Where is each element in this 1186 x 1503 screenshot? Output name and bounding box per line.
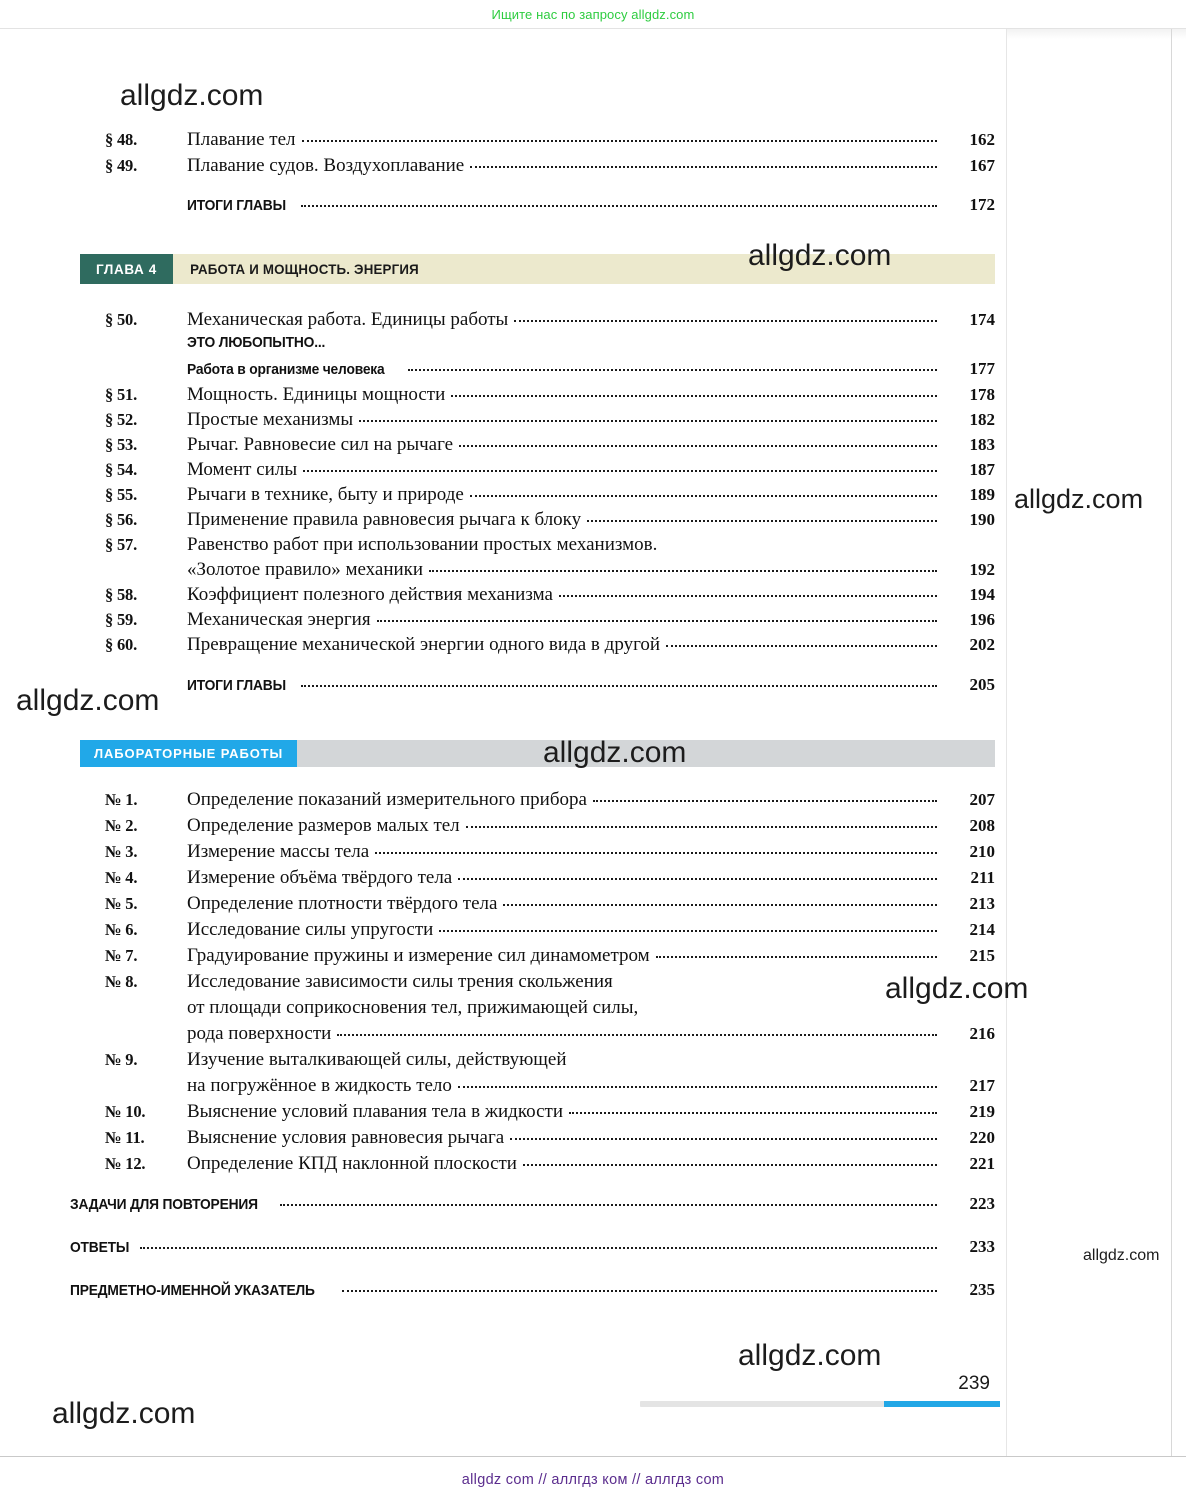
watermark: allgdz.com	[738, 1339, 882, 1372]
toc-row[interactable]	[70, 1280, 995, 1323]
toc-row-number: № 11.	[105, 1128, 145, 1147]
toc-dot-leader	[280, 1204, 937, 1206]
toc-row-title: ПРЕДМЕТНО-ИМЕННОЙ УКАЗАТЕЛЬ	[70, 1282, 315, 1299]
toc-row[interactable]	[105, 584, 995, 609]
chapter-tag: ГЛАВА 4	[80, 254, 173, 284]
toc-dot-leader	[408, 369, 937, 371]
watermark: allgdz.com	[748, 239, 892, 272]
toc-row-page-number: 177	[969, 359, 995, 378]
toc-row-page-number: 217	[969, 1076, 995, 1095]
toc-row-title: Определение показаний измерительного прибора	[187, 789, 587, 810]
toc-dot-leader	[439, 930, 937, 932]
toc-row-page-number: 174	[969, 310, 995, 329]
toc-row[interactable]	[105, 534, 995, 559]
toc-row-title: Работа в организме человека	[187, 361, 385, 378]
toc-row-title: рода поверхности	[187, 1023, 332, 1044]
toc-row[interactable]	[105, 559, 995, 584]
toc-row-title: Измерение массы тела	[187, 841, 370, 862]
toc-row-page-number: 192	[969, 560, 995, 579]
watermark: allgdz.com	[543, 736, 687, 769]
toc-row-page-number: 220	[969, 1128, 995, 1147]
toc-dot-leader	[375, 852, 937, 854]
toc-row-number: § 49.	[105, 156, 138, 175]
toc-row-page-number: 233	[969, 1237, 995, 1256]
toc-row-number: § 58.	[105, 585, 138, 604]
toc-group-chapter4	[105, 309, 995, 700]
toc-row-number: № 6.	[105, 920, 138, 939]
toc-row-number: № 10.	[105, 1102, 146, 1121]
toc-row-number: № 9.	[105, 1050, 138, 1069]
toc-row-number: § 52.	[105, 410, 138, 429]
toc-row-number: § 53.	[105, 435, 138, 454]
toc-row-page-number: 172	[969, 195, 995, 214]
toc-row-title: Исследование силы упругости	[187, 919, 434, 940]
toc-row-title: Определение КПД наклонной плоскости	[187, 1153, 517, 1174]
document-viewer	[0, 28, 1186, 1457]
toc-row-number: № 4.	[105, 868, 138, 887]
lab-works-banner	[80, 740, 995, 767]
toc-dot-leader	[451, 395, 937, 397]
toc-dot-leader	[470, 495, 937, 497]
toc-row-page-number: 235	[969, 1280, 995, 1299]
toc-row-number: № 5.	[105, 894, 138, 913]
toc-row[interactable]	[105, 919, 995, 945]
toc-row-number: § 56.	[105, 510, 138, 529]
toc-dot-leader	[458, 878, 937, 880]
toc-row-title: Определение плотности твёрдого тела	[187, 893, 498, 914]
watermark: allgdz.com	[120, 79, 264, 112]
toc-dot-leader	[301, 685, 938, 687]
toc-row-title: ЭТО ЛЮБОПЫТНО...	[187, 334, 326, 351]
toc-row-title: ИТОГИ ГЛАВЫ	[187, 677, 286, 694]
toc-row-title: ЗАДАЧИ ДЛЯ ПОВТОРЕНИЯ	[70, 1196, 258, 1213]
toc-row-title: Механическая энергия	[187, 609, 371, 630]
toc-row-number: № 2.	[105, 816, 138, 835]
toc-row[interactable]	[105, 1075, 995, 1101]
toc-row-title: Плавание судов. Воздухоплавание	[187, 155, 465, 176]
toc-row[interactable]	[105, 1153, 995, 1179]
toc-dot-leader	[302, 140, 937, 142]
toc-row[interactable]	[105, 359, 995, 384]
toc-dot-leader	[342, 1290, 937, 1292]
toc-row-page-number: 189	[969, 485, 995, 504]
watermark: allgdz.com	[1083, 1247, 1160, 1264]
progress-bar-fill[interactable]	[884, 1401, 1000, 1407]
toc-row[interactable]	[105, 384, 995, 409]
viewer-right-rule	[1171, 29, 1172, 1457]
watermark: allgdz.com	[885, 972, 1029, 1005]
toc-row-title: Рычаг. Равновесие сил на рычаге	[187, 434, 454, 455]
book-page	[0, 29, 1007, 1457]
chapter-banner	[80, 254, 995, 284]
toc-row-page-number: 194	[969, 585, 995, 604]
toc-row-number: § 59.	[105, 610, 138, 629]
toc-row[interactable]	[105, 484, 995, 509]
toc-row[interactable]	[105, 195, 995, 223]
toc-row-number: § 50.	[105, 310, 138, 329]
lab-works-tag: ЛАБОРАТОРНЫЕ РАБОТЫ	[80, 740, 297, 767]
toc-row-page-number: 190	[969, 510, 995, 529]
toc-row[interactable]	[105, 867, 995, 893]
toc-row[interactable]	[105, 675, 995, 700]
toc-row-page-number: 187	[969, 460, 995, 479]
toc-dot-leader	[510, 1138, 937, 1140]
toc-dot-leader	[656, 956, 937, 958]
toc-dot-leader	[559, 595, 937, 597]
page-indicator: 239	[958, 1373, 990, 1394]
toc-row[interactable]	[105, 971, 995, 997]
toc-row[interactable]	[105, 815, 995, 841]
toc-row-page-number: 162	[969, 130, 995, 149]
toc-row-page-number: 215	[969, 946, 995, 965]
toc-row-page-number: 219	[969, 1102, 995, 1121]
toc-row-page-number: 196	[969, 610, 995, 629]
toc-row-title: Простые механизмы	[187, 409, 354, 430]
toc-row-title: Рычаги в технике, быту и природе	[187, 484, 464, 505]
toc-row-page-number: 210	[969, 842, 995, 861]
toc-row-number: § 48.	[105, 130, 138, 149]
toc-row-page-number: 167	[969, 156, 995, 175]
toc-dot-leader	[459, 445, 937, 447]
toc-row-page-number: 183	[969, 435, 995, 454]
toc-row[interactable]	[105, 409, 995, 434]
toc-row-page-number: 211	[970, 868, 995, 887]
toc-dot-leader	[301, 205, 938, 207]
toc-group-tail	[70, 1194, 995, 1323]
toc-row[interactable]	[105, 1023, 995, 1049]
progress-bar-track[interactable]	[640, 1401, 1000, 1407]
toc-dot-leader	[140, 1247, 937, 1249]
toc-row-title: Механическая работа. Единицы работы	[187, 309, 509, 330]
toc-dot-leader	[569, 1112, 937, 1114]
toc-row-page-number: 213	[969, 894, 995, 913]
toc-row[interactable]	[105, 1101, 995, 1127]
toc-row[interactable]	[105, 155, 995, 181]
footer-text: allgdz com // аллгдз ком // аллгдз com	[461, 1472, 725, 1488]
toc-row-title: ОТВЕТЫ	[70, 1239, 130, 1256]
watermark: allgdz.com	[1014, 484, 1144, 514]
toc-row-number: № 7.	[105, 946, 138, 965]
toc-row-title: Превращение механической энергии одного вида в другой	[187, 634, 661, 655]
toc-dot-leader	[429, 570, 937, 572]
toc-row-title: Определение размеров малых тел	[187, 815, 460, 836]
toc-row-title: от площади соприкосновения тел, прижимающей силы,	[187, 997, 639, 1018]
toc-dot-leader	[303, 470, 937, 472]
toc-row[interactable]	[105, 509, 995, 534]
toc-row-title: «Золотое правило» механики	[187, 559, 424, 580]
toc-dot-leader	[466, 826, 937, 828]
toc-row-title: Коэффициент полезного действия механизма	[187, 584, 553, 605]
toc-row[interactable]	[70, 1237, 995, 1280]
toc-row-page-number: 205	[969, 675, 995, 694]
promo-bar	[0, 0, 1186, 28]
toc-group-prechapter	[105, 129, 995, 223]
toc-row[interactable]	[105, 1049, 995, 1075]
toc-row-title: на погружённое в жидкость тело	[187, 1075, 452, 1096]
toc-row-page-number: 202	[969, 635, 995, 654]
toc-row-title: Выяснение условий плавания тела в жидкости	[187, 1101, 563, 1122]
toc-row-number: § 54.	[105, 460, 138, 479]
toc-row-title: ИТОГИ ГЛАВЫ	[187, 197, 286, 214]
toc-dot-leader	[377, 620, 937, 622]
toc-dot-leader	[587, 520, 937, 522]
toc-dot-leader	[514, 320, 937, 322]
watermark: allgdz.com	[16, 684, 160, 717]
toc-row[interactable]	[70, 1194, 995, 1237]
toc-row[interactable]	[105, 309, 995, 334]
toc-row-title: Применение правила равновесия рычага к блоку	[187, 509, 582, 530]
toc-row-title: Исследование зависимости силы трения скольжения	[187, 971, 613, 992]
toc-row[interactable]	[105, 945, 995, 971]
toc-row-number: № 12.	[105, 1154, 146, 1173]
toc-row-title: Момент силы	[187, 459, 298, 480]
toc-row-page-number: 208	[969, 816, 995, 835]
toc-row-page-number: 214	[969, 920, 995, 939]
toc-row-number: § 51.	[105, 385, 138, 404]
toc-row[interactable]	[105, 459, 995, 484]
toc-row-page-number: 216	[969, 1024, 995, 1043]
toc-group-lab-works	[105, 789, 995, 1179]
toc-dot-leader	[666, 645, 937, 647]
watermark: allgdz.com	[52, 1397, 196, 1430]
toc-row-number: № 1.	[105, 790, 138, 809]
toc-row-number: § 60.	[105, 635, 138, 654]
toc-row[interactable]	[105, 997, 995, 1023]
toc-row-number: № 8.	[105, 972, 138, 991]
toc-row[interactable]	[105, 841, 995, 867]
toc-row-title: Мощность. Единицы мощности	[187, 384, 446, 405]
toc-dot-leader	[523, 1164, 937, 1166]
toc-row[interactable]	[105, 893, 995, 919]
toc-row-number: § 57.	[105, 535, 138, 554]
toc-row-page-number: 182	[969, 410, 995, 429]
toc-row[interactable]	[105, 634, 995, 659]
toc-row-title: Измерение объёма твёрдого тела	[187, 867, 453, 888]
toc-row-page-number: 178	[969, 385, 995, 404]
toc-dot-leader	[458, 1086, 937, 1088]
toc-row[interactable]	[105, 129, 995, 155]
toc-row[interactable]	[105, 434, 995, 459]
toc-row-title: Равенство работ при использовании простых механизмов.	[187, 534, 658, 555]
toc-row-title: Изучение выталкивающей силы, действующей	[187, 1049, 567, 1070]
toc-row-title: Выяснение условия равновесия рычага	[187, 1127, 505, 1148]
toc-dot-leader	[593, 800, 937, 802]
toc-row-page-number: 207	[969, 790, 995, 809]
toc-row-number: § 55.	[105, 485, 138, 504]
toc-row[interactable]	[105, 609, 995, 634]
toc-row-page-number: 223	[969, 1194, 995, 1213]
toc-row-number: № 3.	[105, 842, 138, 861]
toc-row[interactable]	[105, 1127, 995, 1153]
toc-row[interactable]	[105, 334, 995, 359]
toc-row-page-number: 221	[969, 1154, 995, 1173]
toc-dot-leader	[503, 904, 937, 906]
chapter-title: РАБОТА И МОЩНОСТЬ. ЭНЕРГИЯ	[189, 261, 419, 277]
toc-dot-leader	[337, 1034, 937, 1036]
toc-dot-leader	[359, 420, 937, 422]
toc-row-title: Плавание тел	[187, 129, 296, 150]
promo-text: Ищите нас по запросу allgdz.com	[491, 6, 695, 22]
toc-row-title: Градуирование пружины и измерение сил динамометром	[187, 945, 650, 966]
toc-row[interactable]	[105, 789, 995, 815]
footer-bar	[0, 1456, 1186, 1503]
toc-dot-leader	[470, 166, 937, 168]
